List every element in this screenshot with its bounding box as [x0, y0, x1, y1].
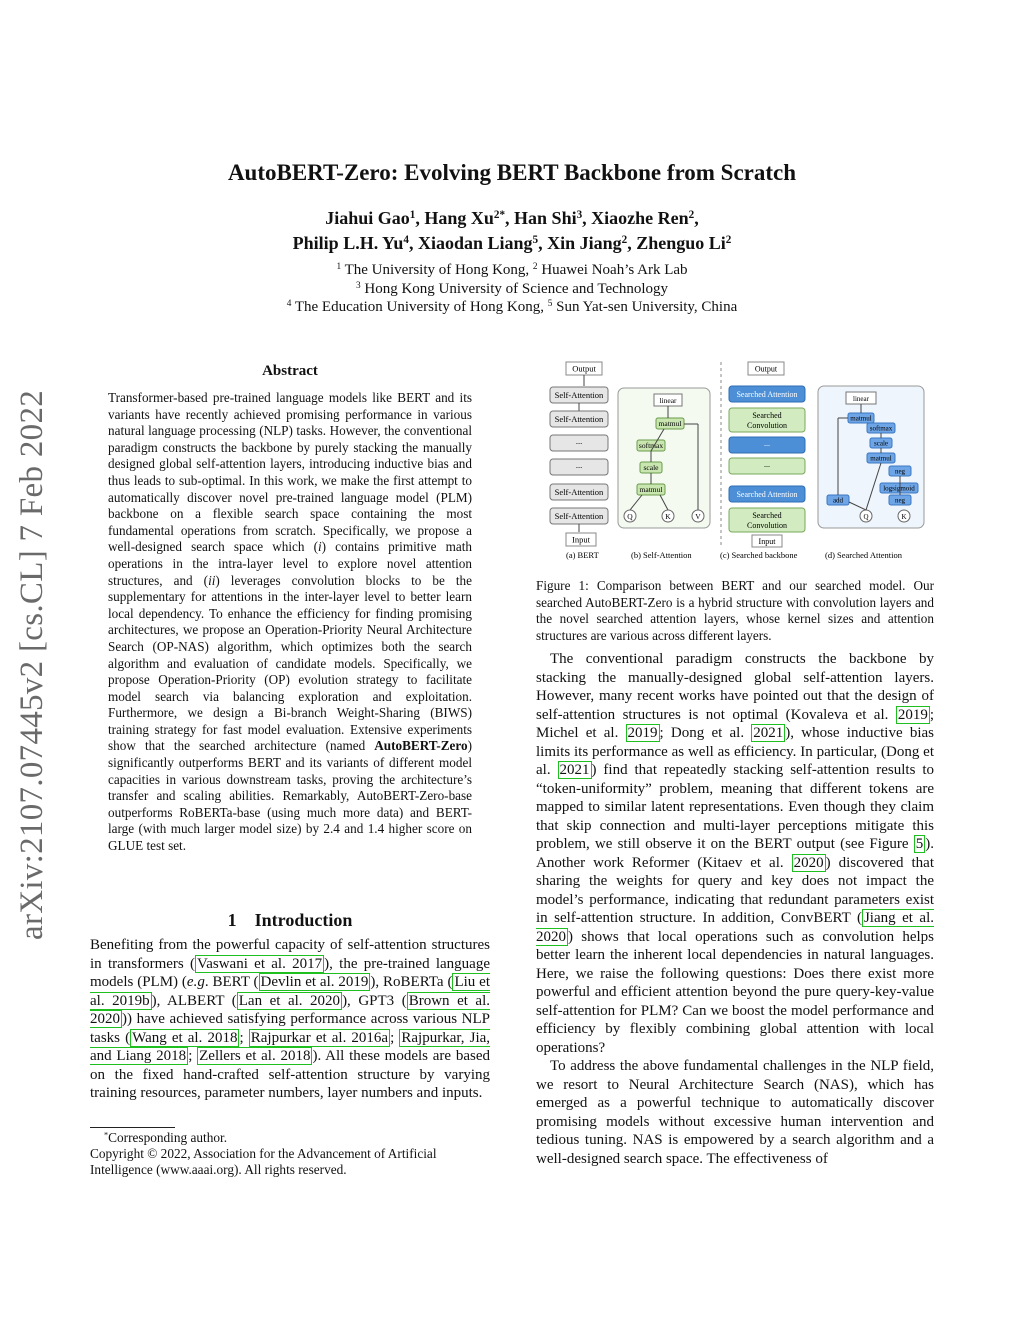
svg-text:matmul: matmul [870, 454, 892, 463]
abstract-heading: Abstract [262, 363, 318, 379]
svg-text:scale: scale [874, 439, 888, 448]
arxiv-identifier: arXiv:2107.07445v2 [cs.CL] 7 Feb 2022 [14, 389, 50, 940]
footnote: *Corresponding author. Copyright © 2022, Association for the Advancement of Artificial Intelligence (www.aaai.org). All rights reserved. [90, 1130, 490, 1178]
svg-text:Searched Attention: Searched Attention [736, 390, 798, 399]
citation-link[interactable]: 2021 [753, 725, 784, 741]
svg-text:add: add [832, 496, 844, 505]
citation-link[interactable]: Lan et al. 2020 [238, 992, 341, 1009]
citation-link[interactable]: Zellers et al. 2018 [199, 1048, 311, 1064]
citation-link[interactable]: Jiang et al. 2020 [536, 910, 934, 945]
svg-text:matmul: matmul [658, 419, 682, 428]
svg-text:...: ... [575, 460, 583, 470]
author-name: Philip L.H. Yu [292, 233, 404, 253]
paragraph: The conventional paradigm constructs the backbone by stacking the manually-designed global self-attention layers. However, many recent works have pointed out that the design of self-attention structures is not optimal (Kovaleva et al. 2019 ; Michel et al. 2019 ; Dong et al. 2021 ), whose inductive bias limits its performance as well as efficiency. In particular, (Dong et al. 2021 ) find that repeatedly stacking self-attention results to “token-uniformity” problem, meaning that different tokens are mapped to similar latent representations. Even though they claim that skip connection and multi-layer perceptions mitigate this problem, we still observe it on the BERT output (see Figure 5 ). Another work Reformer (Kitaev et al. 2020 ) discovered that sharing the weights for query and key does not impact the model’s performance, indicating that redundant parameters exist in self-attention structure. In addition, ConvBERT ( Jiang et al. 2020 ) shows that local operations such as convolution helps better learn the inherent local dependencies in natural languages. Here, we raise the following questions: Does there exist more powerful and efficient attention beyond the pure query-key-value self-attention for PLM? Can we boost the model performance and efficiency by flexibly combining global attention with local operations? [536, 651, 934, 1056]
svg-text:...: ... [764, 439, 770, 448]
svg-text:K: K [665, 512, 671, 521]
svg-text:linear: linear [659, 396, 677, 405]
citation-link[interactable]: Rajpurkar et al. 2016a [250, 1029, 389, 1046]
subfigure-label: (a) BERT [566, 550, 599, 560]
svg-text:scale: scale [643, 463, 659, 472]
footnote-rule [90, 1127, 175, 1128]
paragraph: To address the above fundamental challenges in the NLP field, we resort to Neural Architecture Search (NAS), which has emerged as a powerful technique to automatically discover promising models without excessive human intervention and tedious tuning. NAS is empowered by a search algorithm and a well-designed search space. The effectiveness of [536, 1058, 934, 1167]
svg-text:Self-Attention: Self-Attention [554, 511, 604, 521]
subfigure-label: (c) Searched backbone [720, 550, 798, 560]
svg-text:Input: Input [572, 534, 590, 545]
svg-text:neg: neg [894, 467, 906, 476]
svg-text:neg: neg [894, 496, 906, 505]
right-column-body [536, 650, 934, 1168]
svg-text:Q: Q [627, 512, 633, 521]
citation-link[interactable]: Devlin et al. 2019 [260, 974, 369, 990]
author-name: Jiahui Gao [325, 208, 410, 228]
citation-link[interactable]: Wang et al. 2018 [132, 1029, 238, 1046]
svg-text:logsigmoid: logsigmoid [883, 484, 915, 493]
svg-text:Q: Q [863, 513, 869, 521]
citation-link[interactable]: Brown et al. 2020 [90, 992, 490, 1027]
svg-text:Searched Attention: Searched Attention [736, 490, 798, 499]
svg-text:Input: Input [758, 537, 776, 546]
citation-link[interactable]: Rajpurkar, Jia, and Liang 2018 [90, 1029, 491, 1064]
author-name: Hang Xu [424, 208, 494, 228]
searched-attention-diagram [818, 386, 924, 560]
figure-caption: Figure 1: Comparison between BERT and our searched model. Our searched AutoBERT-Zero is a hybrid structure with convolution layers and the novel searched attention layers, whose kernel sizes and attention structures are various across different layers. [536, 578, 934, 643]
subfigure-label: (d) Searched Attention [825, 550, 902, 560]
bert-stack [550, 362, 608, 560]
citation-link[interactable]: Liu et al. 2019b [90, 974, 490, 1009]
author-name: Xiaozhe Ren [591, 208, 689, 228]
svg-text:Self-Attention: Self-Attention [554, 487, 604, 497]
svg-text:softmax: softmax [638, 441, 664, 450]
svg-text:K: K [901, 513, 907, 521]
author-list: Jiahui Gao$^1$, Hang $Xu^{2*}$, Han Shi$^3$, Xiaozhe Ren$^2$, Philip L.H. Yu$^4$, Xiaodan Liang$^5$, Xin Jiang$^2$, Zhenguo Li$^2$ [292, 208, 732, 253]
author-name: Xin Jiang [547, 233, 622, 253]
author-name: Zhenguo Li [636, 233, 726, 253]
author-name: Xiaodan Liang [417, 233, 533, 253]
svg-text:linear: linear [853, 395, 869, 403]
subfigure-label: (b) Self-Attention [631, 550, 692, 560]
self-attention-diagram [618, 388, 710, 560]
citation-link[interactable]: 2019 [627, 725, 658, 741]
citation-link[interactable]: 2019 [897, 706, 928, 723]
citation-link[interactable]: 2020 [793, 854, 824, 871]
svg-text:Convolution: Convolution [746, 521, 788, 530]
paper-title: AutoBERT-Zero: Evolving BERT Backbone from Scratch [227, 160, 797, 185]
svg-text:matmul: matmul [639, 485, 663, 494]
svg-text:Convolution: Convolution [746, 421, 788, 430]
svg-text:V: V [695, 512, 701, 521]
svg-text:matmul: matmul [850, 414, 872, 423]
svg-text:softmax: softmax [869, 424, 893, 433]
citation-link[interactable]: Vaswani et al. 2017 [197, 955, 323, 972]
svg-text:Output: Output [754, 364, 778, 374]
figure-link[interactable]: 5 [915, 836, 924, 852]
svg-text:Self-Attention: Self-Attention [554, 414, 604, 424]
citation-link[interactable]: 2021 [559, 762, 590, 778]
author-name: Han Shi [514, 208, 577, 228]
searched-backbone-stack [720, 362, 805, 560]
affiliations: $^1$ The University of Hong Kong, $^2$ Huawei Noah’s Ark Lab $^3$ Hong Kong University of Science and Technology $^4$ The Education University of Hong Kong, $^5$ Sun Yat-sen University, China [286, 261, 738, 315]
copyright-notice: Copyright © 2022, Association for the Advancement of Artificial Intelligence (www.aaai.org). All rights reserved. [90, 1146, 437, 1177]
svg-text:...: ... [764, 460, 770, 469]
svg-text:Output: Output [572, 363, 596, 374]
svg-text:Searched: Searched [752, 411, 782, 420]
abstract-body: Transformer-based pre-trained language models like BERT and its variants have recently achieved promising performance in various natural language processing (NLP) tasks. However, the conventional paradigm constructs the backbone by purely stacking the manually designed global self-attention layers, introducing inductive bias and thus leads to sub-optimal. In this work, we make the first attempt to automatically discover novel pre-trained language model (PLM) backbone on a flexible search space containing the most fundamental operations from scratch. Specifically, we propose a well-designed search space which (i) contains primitive math operations in the intra-layer level to explore novel attention structures, and (ii) leverages convolution blocks to be the supplementary for attentions in the inter-layer level to better learn local dependency. To enhance the efficiency for finding promising architectures, we propose an Operation-Priority Neural Architecture Search (OP-NAS) algorithm, which optimizes both the search algorithm and evaluation of candidate models. Specifically, we propose Operation-Priority (OP) evolution strategy to facilitate model search via balancing exploration and exploitation. Furthermore, we design a Bi-branch Weight-Sharing (BIWS) training strategy for fast model evaluation. Extensive experiments show that the searched architecture (named AutoBERT-Zero) significantly outperforms BERT and its variants of different model capacities in various downstream tasks, proving the architecture’s transfer and scaling abilities. Remarkably, AutoBERT-Zero-base outperforms RoBERTa-base (using much more data) and BERT-large (with much larger model size) by 2.4 and 1.4 higher score on GLUE test set. [108, 390, 472, 854]
svg-text:...: ... [575, 436, 583, 446]
svg-text:Searched: Searched [752, 511, 782, 520]
section-heading-introduction: 1 Introduction [227, 910, 353, 930]
svg-text:Self-Attention: Self-Attention [554, 390, 604, 400]
figure-1 [536, 360, 936, 575]
introduction-paragraph: Benefiting from the powerful capacity of self-attention structures in transformers ( Vaswani et al. 2017 ), the pre-trained language models (PLM) (e.g. BERT ( Devlin et al. 2019 ), RoBERTa ( Liu et al. 2019b ), ALBERT ( Lan et al. 2020 ), GPT3 ( Brown et al. 2020 )) have achieved satisfying performance across various NLP tasks ( Wang et al. 2018 ; Rajpurkar et al. 2016a ; Rajpurkar, Jia, and Liang 2018 ; Zellers et al. 2018 ). All these models are based on the fixed hand-crafted self-attention structure by varying training resources, parameter numbers, layer numbers and inputs. [90, 937, 491, 1101]
